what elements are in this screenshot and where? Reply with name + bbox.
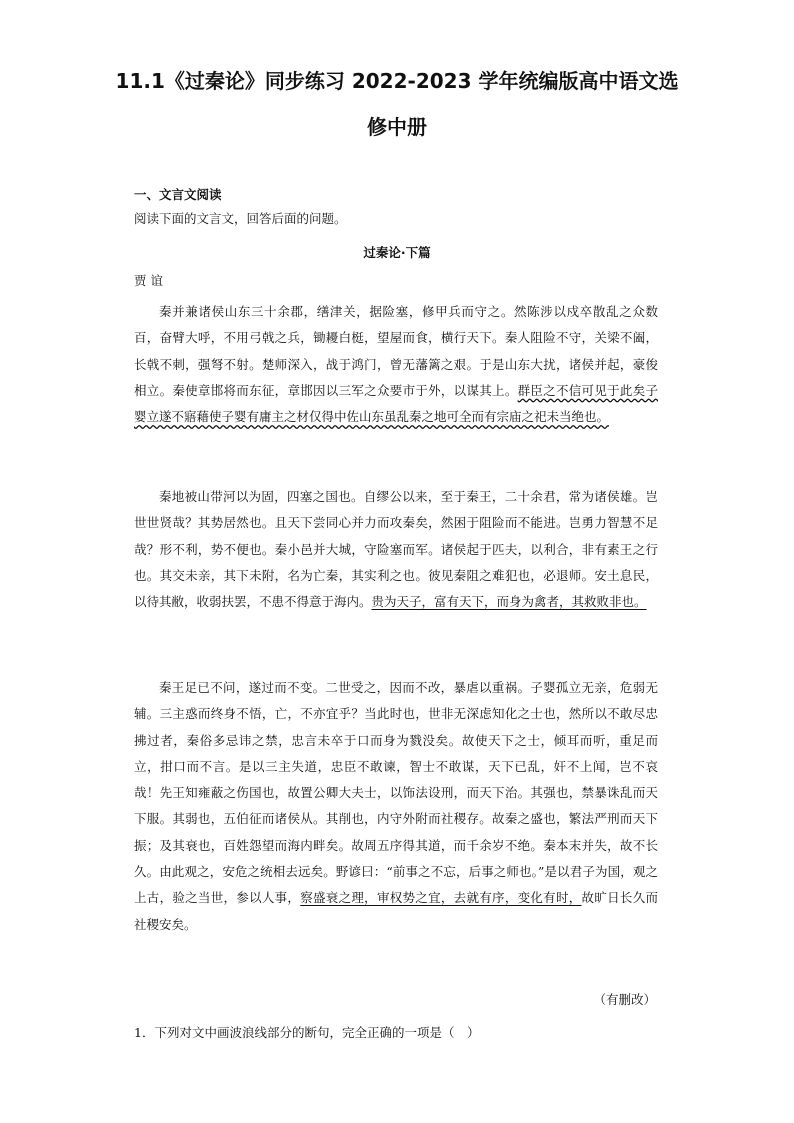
underlined-segment-3: 察盛衰之理，审权势之宜，去就有序，变化有时， xyxy=(300,890,582,906)
question-1: 1．下列对文中画波浪线部分的断句，完全正确的一项是（ ） xyxy=(134,1025,480,1040)
paragraph-2-text: 秦地被山带河以为固，四塞之国也。自缪公以来，至于秦王，二十余君，常为诸侯雄。岂世世贤哉？其势居然也。且天下尝同心并力而攻秦矣，然困于阻险而不能进。岂勇力智慧不足哉？形不利，势不便也。秦小邑并大城，守险塞而军。诸侯起于匹夫，以利合，非有素王之行也。其交未亲，其下未附，名为亡秦，其实利之也。彼见秦阻之难犯也，必退师。安土息民，以待其敝，收弱扶罢，不患不得意于海内。 xyxy=(134,489,658,610)
passage-title: 过秦论·下篇 xyxy=(363,245,431,260)
document-title-line-2: 修中册 xyxy=(367,115,427,139)
passage-paragraph-1 xyxy=(134,299,658,430)
passage-paragraph-3 xyxy=(134,675,658,938)
wavy-underlined-segment: 群臣之不信可见于此矣子婴立遂不寤藉使子婴有庸主之材仅得中佐山东虽乱秦之地可全而有宗庙之祀未当绝也。 xyxy=(134,382,658,425)
paragraph-3-ending: 故旷日长久而社稷安矣。 xyxy=(134,890,658,932)
section-heading: 一、文言文阅读 xyxy=(134,187,222,202)
passage-paragraph-2 xyxy=(134,484,658,615)
source-note: （有删改） xyxy=(593,992,656,1007)
paragraph-3-text: 秦王足已不问，遂过而不变。二世受之，因而不改，暴虐以重祸。子婴孤立无亲，危弱无辅。三主惑而终身不悟，亡，不亦宜乎？当此时也，世非无深虑知化之士也，然所以不敢尽忠拂过者，秦俗多忌讳之禁，忠言未卒于口而身为戮没矣。故使天下之士，倾耳而听，重足而立，拑口而不言。是以三主失道，忠臣不敢谏，智士不敢谋，天下已乱，奸不上闻，岂不哀哉！先王知雍蔽之伤国也，故置公卿大夫士，以饰法设刑，而天下治。其强也，禁暴诛乱而天下服。其弱也，五伯征而诸侯从。其削也，内守外附而社稷存。故秦之盛也，繁法严刑而天下振；及其衰也，百姓怨望而海内畔矣。故周五序得其道，而千余岁不绝。秦本末并失，故不长久。由此观之，安危之统相去远矣。野谚曰：“前事之不忘，后事之师也。”是以君子为国，观之上古，验之当世，参以人事， xyxy=(134,680,658,906)
passage-author: 贾 谊 xyxy=(134,273,163,288)
paragraph-1-text: 秦并兼诸侯山东三十余郡，缮津关，据险塞，修甲兵而守之。然陈涉以戍卒散乱之众数百，奋臂大呼，不用弓戟之兵，锄耰白梃，望屋而食，横行天下。秦人阻险不守，关梁不阖，长戟不刺，强弩不射。楚师深入，战于鸿门，曾无藩篱之艰。于是山东大扰，诸侯并起，豪俊相立。秦使章邯将而东征，章邯因以三军之众要市于外，以谋其上。 xyxy=(134,304,658,398)
underlined-segment-2: 贵为天子，富有天下，而身为禽者，其救败非也。 xyxy=(371,594,647,610)
instruction-text: 阅读下面的文言文，回答后面的问题。 xyxy=(134,211,347,226)
document-title-line-1: 11.1《过秦论》同步练习 2022-2023 学年统编版高中语文选 xyxy=(115,69,679,93)
